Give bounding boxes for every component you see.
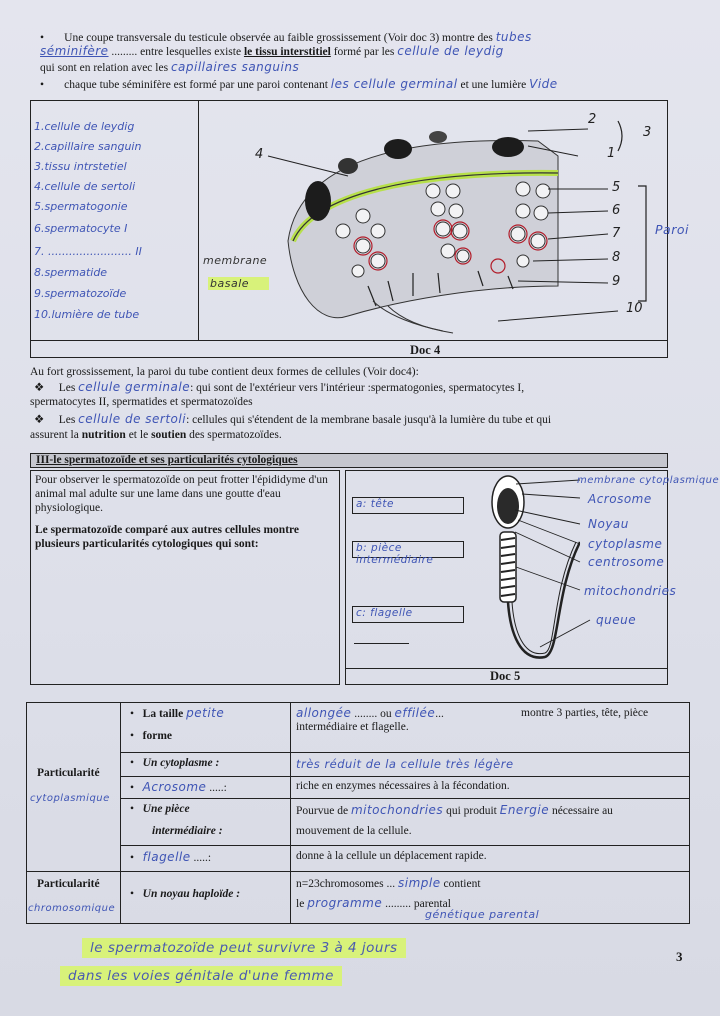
row-sep-5 [26,871,690,872]
label-9: 9 [612,274,621,289]
section-title: III-le spermatozoïde et ses particularités cytologiques [36,454,298,466]
label-box-head: a: tête [352,497,464,514]
section-title-bar [30,453,668,468]
legend-item: 4.cellule de sertoli [34,180,136,193]
fort-line-5: assurent la nutrition et le soutien des spermatozoïdes. [30,429,282,441]
membrane-label: membrane [203,254,268,267]
intro-line-3: qui sont en relation avec les capillaires sanguins [40,60,300,74]
label-box-flagellum: c: flagelle [352,606,464,623]
row4-value-1: Pourvue de mitochondries qui produit Energie nécessaire au [296,803,613,817]
row2-value: très réduit de la cellule très légère [296,757,514,771]
fort-line-2: ❖ Les cellule germinale: qui sont de l'extérieur vers l'intérieur :spermatogonies, spermatocytes I, [34,380,525,394]
fort-line-4: ❖ Les cellule de sertoli: cellules qui s'étendent de la membrane basale jusqu'à la lumière du tube et qui [34,412,552,426]
doc4-caption-rule [30,340,668,341]
row5-value: donne à la cellule un déplacement rapide. [296,850,487,862]
comparison-text: Le spermatozoïde comparé aux autres cellules montre plusieurs particularités cytologiques qui sont: [35,524,300,550]
blank-line [354,643,409,644]
legend-item: 1.cellule de leydig [34,120,135,133]
label-1: 1 [607,146,616,161]
left-label-2: Particularité [37,878,100,890]
basale-label: basale [208,277,269,290]
leydig-cell [305,181,331,221]
footer-note-2: dans les voies génitale d'une femme [60,966,342,986]
label-mitochondries: mitochondries [584,584,677,598]
row1-value-text: montre 3 parties, tête, pièce intermédiaire et flagelle. [296,707,649,733]
row6-value-2: le programme ......... parental [296,896,451,910]
label-3: 3 [643,125,652,140]
label-acrosome: Acrosome [588,492,652,506]
row-sep-3 [120,798,690,799]
row4-label-2: intermédiaire : [152,825,223,837]
legend-item: 5.spermatogonie [34,200,128,213]
table-col-1 [120,702,121,924]
label-5: 5 [612,180,621,195]
label-2: 2 [588,112,597,127]
legend-item: 6.spermatocyte I [34,222,128,235]
table-col-2 [290,702,291,924]
doc4-caption: Doc 4 [410,343,441,357]
left-hw-2: chromosomique [28,903,116,914]
row1-value: allongée ........ ou effilée... [296,706,444,720]
fort-line-3: spermatocytes II, spermatides et spermatozoïdes [30,396,253,408]
intro-line-1: • Une coupe transversale du testicule observée au faible grossissement (Voir doc 3) montre des tubes [40,30,532,44]
label-6: 6 [612,203,621,218]
row3-value: riche en enzymes nécessaires à la fécondation. [296,780,510,792]
label-10: 10 [626,301,643,316]
row2-label: • Un cytoplasme : [130,757,220,769]
legend-item: 2.capillaire sanguin [34,140,142,153]
legend-item: 9.spermatozoïde [34,287,127,300]
legend-item: 10.lumière de tube [34,308,140,321]
label-box-midpiece: b: pièce intermédiaire [352,541,464,558]
doc5-pointer-lines [470,472,600,667]
label-centrosome: centrosome [588,555,665,569]
doc5-caption: Doc 5 [490,669,521,683]
left-hw-1: cytoplasmique [30,793,110,804]
row4-label-1: • Une pièce [130,803,190,815]
label-noyau: Noyau [588,517,629,531]
label-cytoplasme: cytoplasme [588,537,663,551]
row3-label: • Acrosome .....: [130,780,227,794]
row6-value-1: n=23chromosomes ... simple contient [296,876,481,890]
row1-label-form: • forme [130,730,173,742]
row-sep-2 [120,776,690,777]
label-4: 4 [255,147,264,162]
page-number: 3 [676,949,683,964]
seminiferous-tube-drawing [198,101,666,339]
paroi-label: Paroi [655,222,689,237]
row6-label: • Un noyau haploïde : [130,888,241,900]
label-membrane: membrane cytoplasmique [577,475,720,486]
row4-value-2: mouvement de la cellule. [296,825,412,837]
intro-line-4: • chaque tube séminifère est formé par une paroi contenant les cellule germinal et une lumière Vide [40,77,558,91]
label-8: 8 [612,250,621,265]
row5-label: • flagelle .....: [130,850,212,864]
row-sep-1 [120,752,690,753]
legend-item: 8.spermatide [34,266,108,279]
row-sep-4 [120,845,690,846]
left-label-1: Particularité [37,767,100,779]
row1-label-size: • La taille petite [130,706,225,720]
legend-item: 3.tissu intrstetiel [34,160,127,173]
label-queue: queue [596,613,637,627]
intro-line-2: séminifère ......... entre lesquelles existe le tissu interstitiel formé par les cellule de leydig [40,44,504,58]
observation-text: Pour observer le spermatozoïde on peut frotter l'épididyme d'un animal mal adulte sur une lame dans une goutte d'eau physiologique. [35,474,328,514]
fort-line-1: Au fort grossissement, la paroi du tube contient deux formes de cellules (Voir doc4): [30,366,419,378]
row6-value-hw: génétique parental [425,908,540,921]
label-7: 7 [612,226,621,241]
footer-note-1: le spermatozoïde peut survivre 3 à 4 jours [82,938,406,958]
legend-item: 7. ........................ II [34,245,142,258]
